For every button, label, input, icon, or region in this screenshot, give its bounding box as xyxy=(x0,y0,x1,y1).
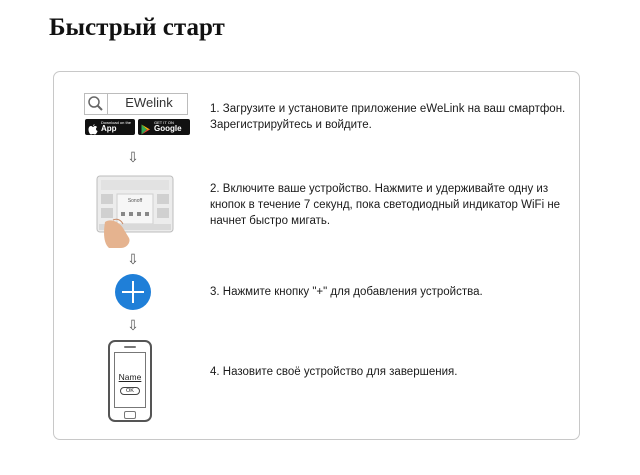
app-search-box xyxy=(84,93,188,115)
phone-screen xyxy=(114,352,146,408)
search-icon xyxy=(85,94,108,114)
step-1-text: 1. Загрузите и установите приложение eWeLink на ваш смартфон. Зарегистрируйтесь и войдите. xyxy=(210,103,566,131)
ok-button[interactable]: OK xyxy=(120,387,140,395)
phone-speaker xyxy=(124,346,136,348)
phone-home-button xyxy=(124,411,136,419)
down-arrow-icon: ⇩ xyxy=(127,150,139,166)
play-icon xyxy=(141,122,151,140)
google-play-badge[interactable]: GET IT ON Google Play xyxy=(138,119,190,135)
step-3-text: 3. Нажмите кнопку "+" для добавления устройства. xyxy=(210,286,483,298)
step-4-text: 4. Назовите своё устройство для завершения. xyxy=(210,366,458,378)
add-device-button[interactable] xyxy=(115,274,151,310)
device-illustration xyxy=(95,172,175,257)
app-name-text: EWelink xyxy=(125,95,173,110)
phone-illustration xyxy=(108,340,152,422)
app-store-badge[interactable]: Download on the App Store xyxy=(85,119,135,135)
down-arrow-icon: ⇩ xyxy=(127,252,139,268)
page-title: Быстрый старт xyxy=(49,14,225,41)
device-brand-text: Sonoff xyxy=(127,198,143,204)
step-2-text: 2. Включите ваше устройство. Нажмите и удерживайте одну из кнопок в течение 7 секунд, пока светодиодный индикатор WiFi не начнет быстро мигать. xyxy=(210,183,561,227)
down-arrow-icon: ⇩ xyxy=(127,318,139,334)
apple-icon xyxy=(88,122,98,140)
device-name-label: Name xyxy=(118,372,142,382)
